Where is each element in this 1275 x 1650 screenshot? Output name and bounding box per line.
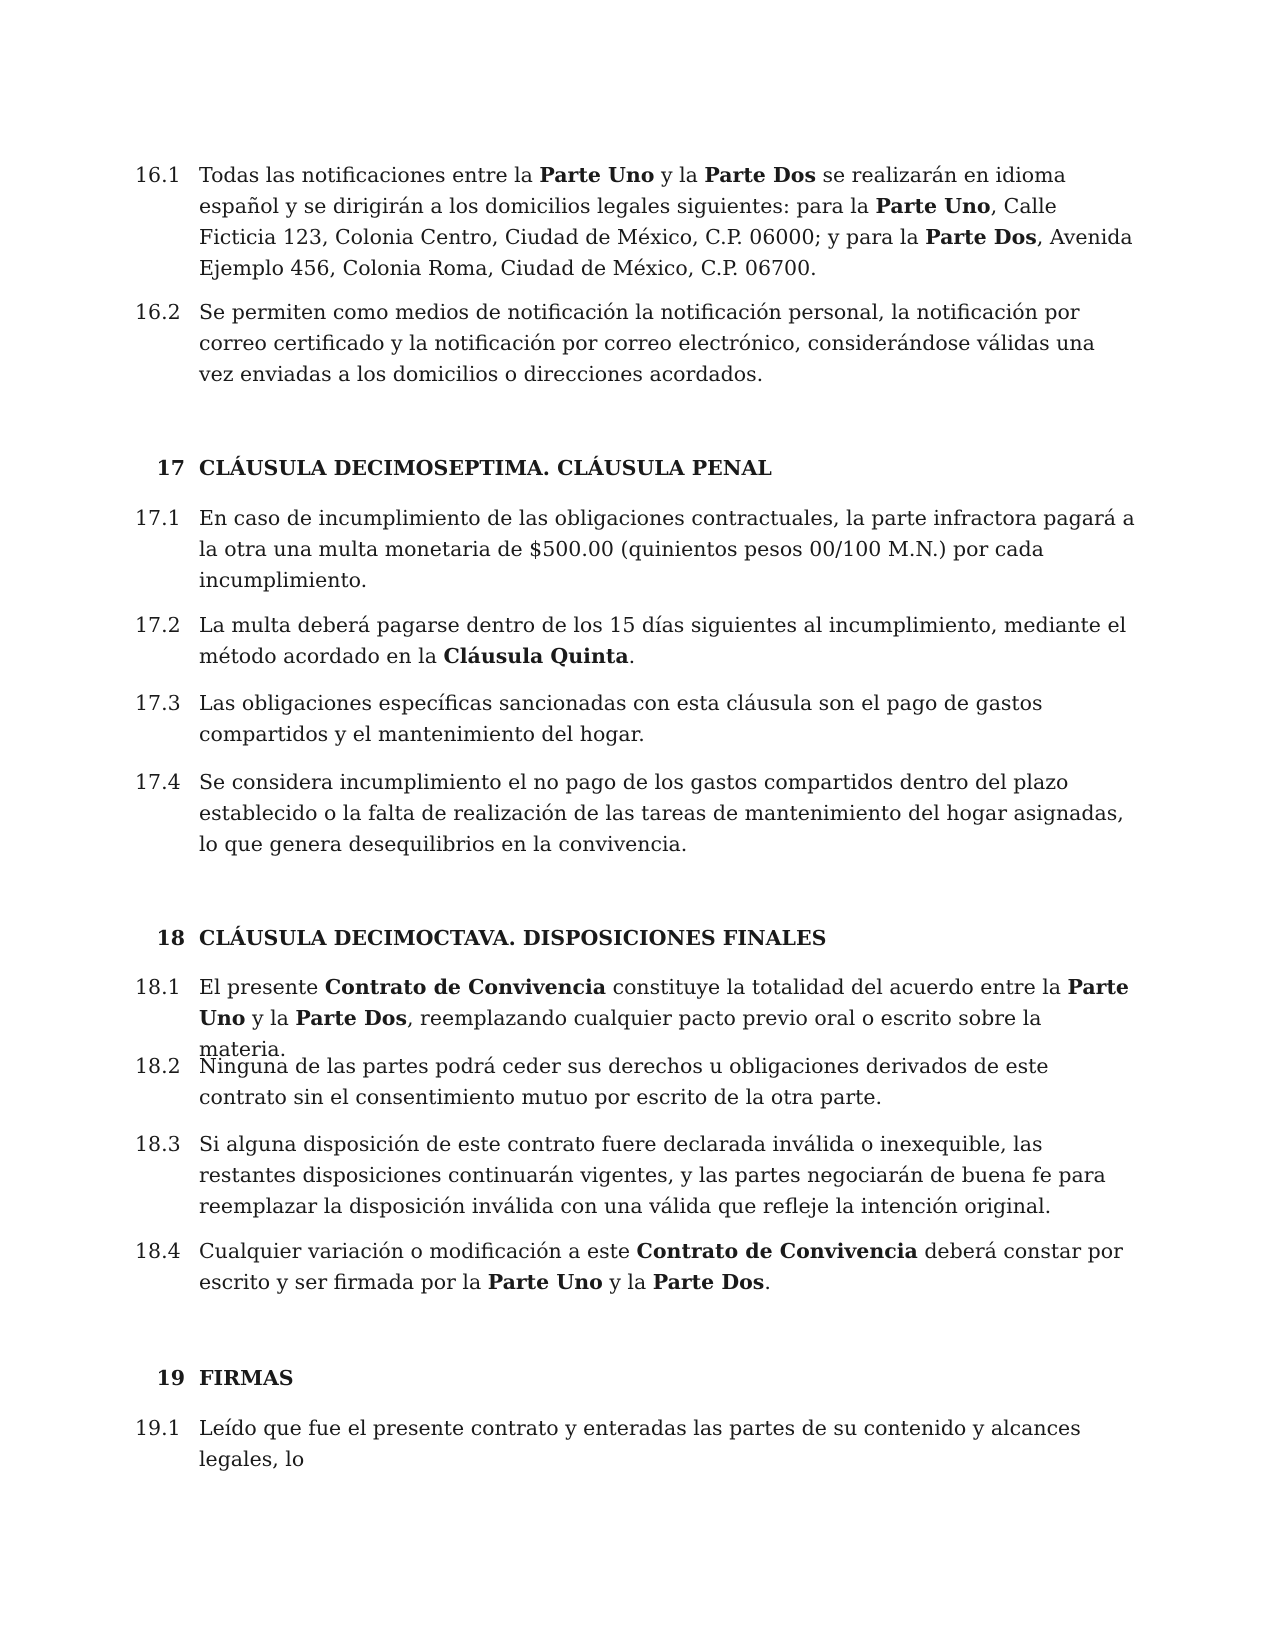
clause-text — [199, 1413, 1135, 1475]
bold-term: Parte Uno — [487, 1270, 603, 1294]
clause-number: 18.1 — [135, 975, 181, 999]
clause-text — [199, 1236, 1135, 1298]
bold-term: Parte Dos — [925, 225, 1037, 249]
text-run: El presente — [199, 975, 325, 999]
text-run: Leído que fue el presente contrato y enteradas las partes de su contenido y alcances legales, lo — [199, 1416, 1081, 1471]
section-heading-17 — [135, 453, 1135, 484]
clause-17-2 — [135, 610, 1135, 672]
bold-term: Contrato de Convivencia — [324, 975, 607, 999]
text-run: En caso de incumplimiento de las obligaciones contractuales, la parte infractora pagará a la otra una multa monetaria de $500.00 (quinientos pesos 00/100 M.N.) por cada incumplimiento. — [199, 506, 1135, 592]
clause-17-4 — [135, 767, 1135, 860]
bold-term: Parte Uno — [875, 194, 991, 218]
clause-text — [199, 1129, 1135, 1222]
clause-number: 18.2 — [135, 1054, 181, 1078]
clause-text — [199, 297, 1135, 390]
clause-number: 17.2 — [135, 613, 181, 637]
section-heading-19 — [135, 1363, 1135, 1394]
clause-text — [199, 160, 1135, 284]
text-run: Ninguna de las partes podrá ceder sus derechos u obligaciones derivados de este contrato sin el consentimiento mutuo por escrito de la otra parte. — [199, 1054, 1049, 1109]
text-run: y la — [602, 1270, 653, 1294]
clause-text — [199, 610, 1135, 672]
clause-number: 19.1 — [135, 1416, 181, 1440]
clause-number: 16.2 — [135, 300, 181, 324]
section-title — [199, 1363, 1135, 1394]
text-run: , Calle Ficticia 123, Colonia Centro, Ciudad de México, C.P. 06000; y para la — [199, 194, 1057, 249]
clause-text — [199, 503, 1135, 596]
clause-16-1 — [135, 160, 1135, 284]
clause-18-2 — [135, 1051, 1135, 1113]
clause-number: 18.4 — [135, 1239, 181, 1263]
text-run: constituye la totalidad del acuerdo entre la — [606, 975, 1068, 999]
text-run: se realizarán en idioma español y se dirigirán a los domicilios legales siguientes: para la — [199, 163, 1066, 218]
clause-text — [199, 1051, 1135, 1113]
section-number: 19 — [156, 1366, 185, 1390]
clause-text — [199, 767, 1135, 860]
text-run: y la — [245, 1006, 296, 1030]
clause-18-4 — [135, 1236, 1135, 1298]
text-run: . — [628, 644, 636, 668]
text-run: , Avenida Ejemplo 456, Colonia Roma, Ciudad de México, C.P. 06700. — [199, 225, 1133, 280]
text-run: y la — [654, 163, 705, 187]
text-run: . — [764, 1270, 771, 1294]
text-run: FIRMAS — [199, 1366, 294, 1390]
text-run: , reemplazando cualquier pacto previo oral o escrito sobre la materia. — [199, 1006, 1042, 1061]
text-run: Las obligaciones específicas sancionadas con esta cláusula son el pago de gastos compartidos y el mantenimiento del hogar. — [199, 691, 1043, 746]
bold-term: Parte Dos — [652, 1270, 765, 1294]
clause-number: 17.3 — [135, 691, 181, 715]
clause-16-2 — [135, 297, 1135, 390]
clause-17-1 — [135, 503, 1135, 596]
bold-term: Parte Dos — [704, 163, 816, 187]
text-run: Se considera incumplimiento el no pago de los gastos compartidos dentro del plazo establecido o la falta de realización de las tareas de mantenimiento del hogar asignadas, lo que genera desequilibrios en la convivencia. — [199, 770, 1124, 856]
bold-term: Parte Uno — [199, 975, 1129, 1030]
bold-term: Contrato de Convivencia — [636, 1239, 918, 1263]
text-run: CLÁUSULA DECIMOSEPTIMA. CLÁUSULA PENAL — [199, 456, 772, 480]
bold-term: Parte Uno — [539, 163, 655, 187]
bold-term: Parte Dos — [295, 1006, 407, 1030]
clause-number: 17.4 — [135, 770, 181, 794]
section-heading-18 — [135, 923, 1135, 954]
clause-number: 16.1 — [135, 163, 181, 187]
section-number: 17 — [156, 456, 185, 480]
clause-text — [199, 688, 1135, 750]
section-title — [199, 453, 1135, 484]
clause-19-1 — [135, 1413, 1135, 1475]
section-number: 18 — [156, 926, 185, 950]
clause-number: 18.3 — [135, 1132, 181, 1156]
bold-term: Cláusula Quinta — [443, 644, 629, 668]
text-run: CLÁUSULA DECIMOCTAVA. DISPOSICIONES FINALES — [199, 926, 827, 950]
text-run: Se permiten como medios de notificación la notificación personal, la notificación por correo certificado y la notificación por correo electrónico, considerándose válidas una vez enviadas a los domicilios o direcciones acordados. — [199, 300, 1095, 386]
text-run: La multa deberá pagarse dentro de los 15 días siguientes al incumplimiento, mediante el método acordado en la — [199, 613, 1127, 668]
text-run: Cualquier variación o modificación a este — [199, 1239, 637, 1263]
clause-number: 17.1 — [135, 506, 181, 530]
clause-17-3 — [135, 688, 1135, 750]
text-run: Todas las notificaciones entre la — [199, 163, 540, 187]
text-run: Si alguna disposición de este contrato fuere declarada inválida o inexequible, las restantes disposiciones continuarán vigentes, y las partes negociarán de buena fe para reemplazar la disposición inválida con una válida que refleje la intención original. — [199, 1132, 1106, 1218]
section-title — [199, 923, 1135, 954]
clause-18-3 — [135, 1129, 1135, 1222]
text-run: deberá constar por escrito y ser firmada por la — [199, 1239, 1123, 1294]
